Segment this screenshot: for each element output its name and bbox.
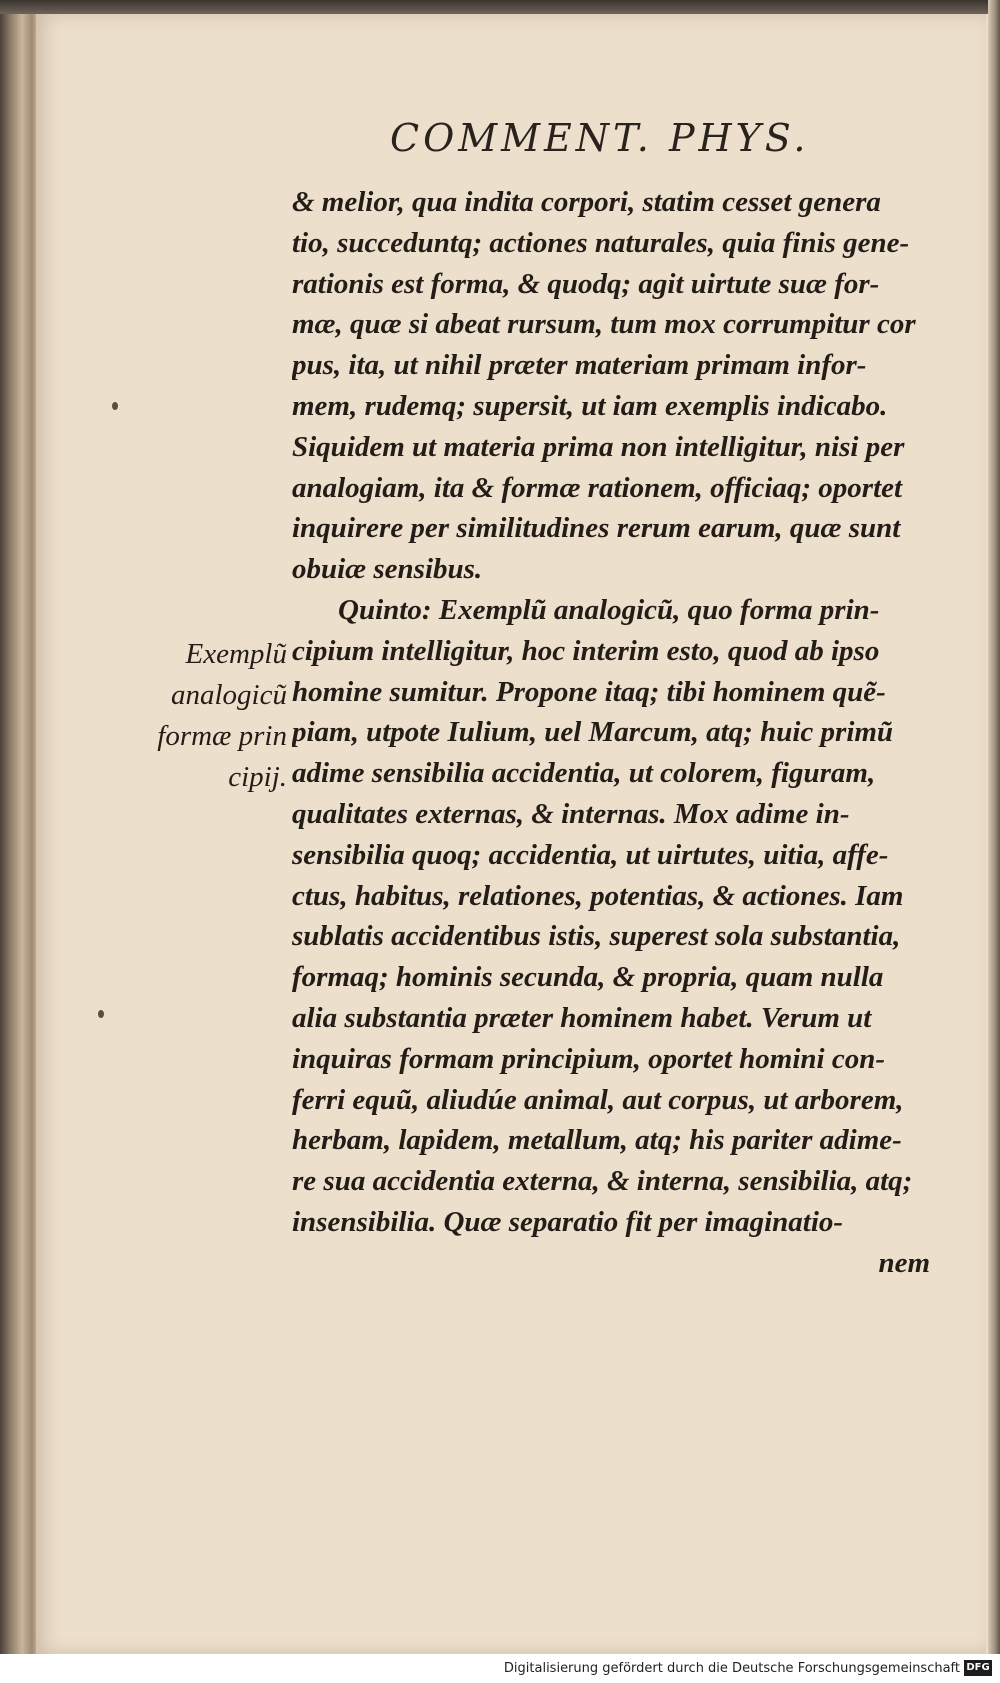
- text-line: Siquidem ut materia prima non intelligitur, nisi per: [292, 430, 905, 463]
- margin-note: [112, 634, 287, 798]
- text-line: tio, succeduntq; actiones naturales, quia finis gene-: [292, 226, 910, 259]
- running-head: COMMENT. PHYS.: [390, 116, 810, 160]
- text-line: inquirere per similitudines rerum earum, quæ sunt: [292, 512, 901, 545]
- text-line: analogiam, ita & formæ rationem, officiaq; oportet: [292, 471, 903, 504]
- text-line: rationis est forma, & quodq; agit uirtute suæ for-: [292, 267, 880, 300]
- text-line: alia substantia præter hominem habet. Verum ut: [292, 1001, 872, 1034]
- text-line: homine sumitur. Propone itaq; tibi hominem quẽ-: [292, 675, 886, 708]
- text-line: sensibilia quoq; accidentia, ut uirtutes, uitia, affe-: [292, 838, 889, 871]
- footer-bar: [0, 1654, 1000, 1683]
- text-line: formaq; hominis secunda, & propria, quam nulla: [292, 961, 884, 994]
- main-text: [292, 182, 952, 1284]
- text-line: ctus, habitus, relationes, potentias, & actiones. Iam: [292, 879, 904, 912]
- text-line: pus, ita, ut nihil præter materiam primam infor-: [292, 349, 867, 382]
- text-line: insensibilia. Quæ separatio fit per imaginatio-: [292, 1205, 844, 1238]
- book-top-edge: [0, 0, 1000, 14]
- dfg-logo-icon: DFG: [964, 1660, 992, 1676]
- text-line: Quinto: Exemplũ analogicũ, quo forma prin-: [338, 593, 880, 626]
- ink-speck: [112, 402, 118, 410]
- text-line: mæ, quæ si abeat rursum, tum mox corrumpitur cor: [292, 308, 916, 341]
- margin-note-line: formæ prin: [157, 720, 287, 752]
- text-line: re sua accidentia externa, & interna, sensibilia, atq;: [292, 1165, 913, 1198]
- margin-note-line: analogicũ: [171, 679, 287, 711]
- ink-speck: [98, 1010, 104, 1018]
- text-line: & melior, qua indita corpori, statim cesset genera: [292, 186, 881, 218]
- text-line: mem, rudemq; supersit, ut iam exemplis indicabo.: [292, 389, 888, 422]
- text-line: adime sensibilia accidentia, ut colorem, figuram,: [292, 757, 876, 790]
- text-line: ferri equũ, aliudúe animal, aut corpus, ut arborem,: [292, 1083, 904, 1116]
- text-line: sublatis accidentibus istis, superest sola substantia,: [292, 920, 901, 953]
- margin-note-line: Exemplũ: [185, 638, 287, 670]
- text-line: piam, utpote Iulium, uel Marcum, atq; huic primũ: [292, 716, 894, 749]
- catchword: nem: [878, 1246, 930, 1279]
- digitization-credit: Digitalisierung gefördert durch die Deutsche Forschungsgemeinschaft: [503, 1661, 960, 1676]
- book-right-edge: [988, 0, 1000, 1683]
- text-line: qualitates externas, & internas. Mox adime in-: [292, 797, 850, 830]
- text-line: herbam, lapidem, metallum, atq; his pariter adime-: [292, 1124, 902, 1157]
- text-line: obuiæ sensibus.: [292, 553, 483, 586]
- text-line: inquiras formam principium, oportet homini con-: [292, 1042, 885, 1075]
- text-line: cipium intelligitur, hoc interim esto, quod ab ipso: [292, 634, 880, 667]
- margin-note-line: cipij.: [228, 761, 287, 793]
